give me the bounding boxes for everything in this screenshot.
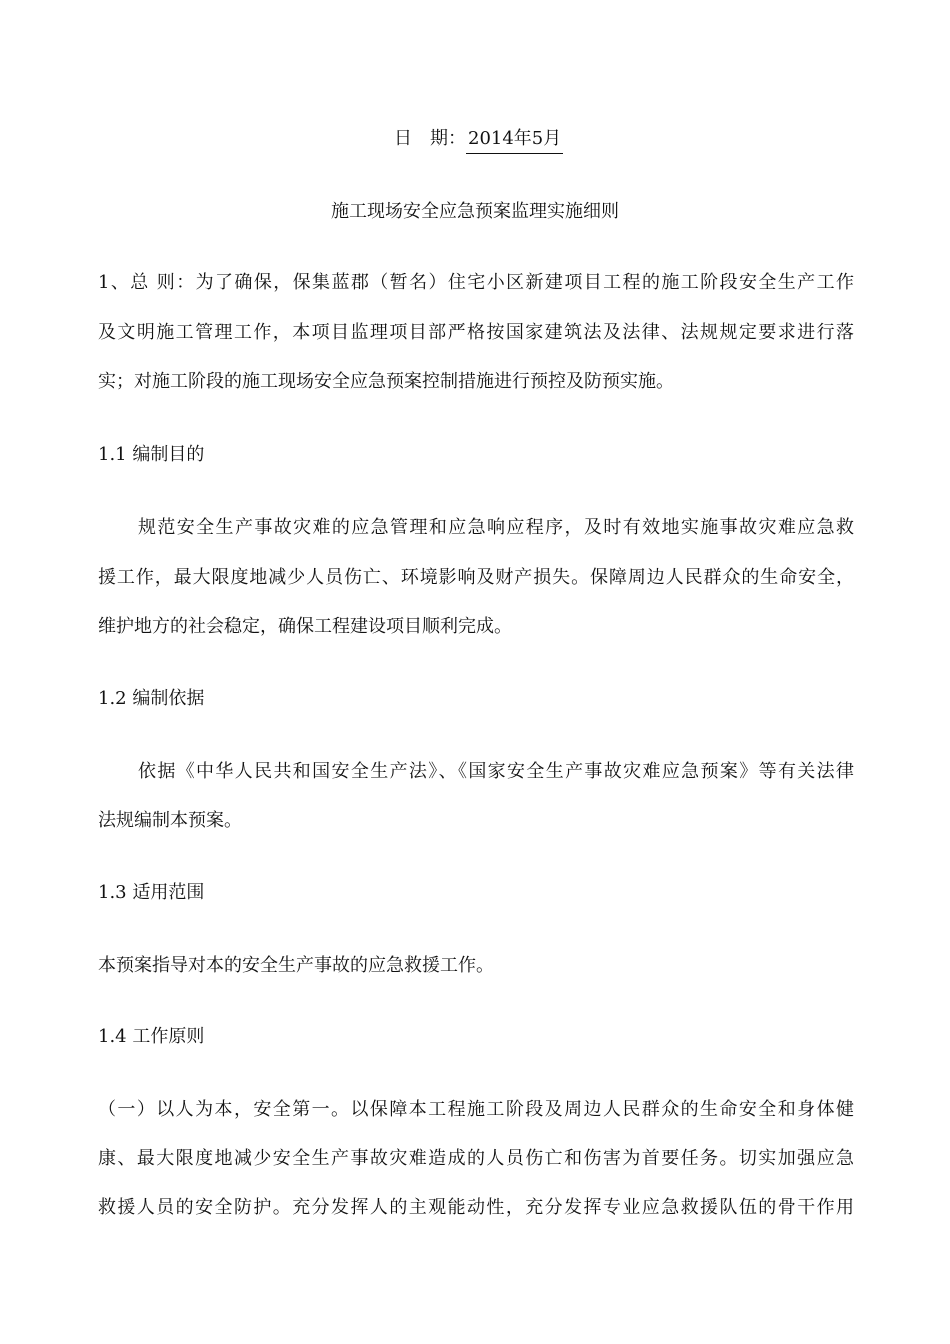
section-1-3-line-1: 本预案指导对本的安全生产事故的应急救援工作。 <box>98 955 494 976</box>
section-1-3-heading: 1.3 适用范围 <box>98 882 205 903</box>
section-1-1-line-1: 规范安全生产事故灾难的应急管理和应急响应程序，及时有效地实施事故灾难应急救 <box>138 517 854 538</box>
general-line-3: 实；对施工阶段的施工现场安全应急预案控制措施进行预控及防预实施。 <box>98 371 674 392</box>
section-1-1-heading: 1.1 编制目的 <box>98 444 205 465</box>
date-label: 日 期： <box>394 128 466 149</box>
section-1-1-line-3: 维护地方的社会稳定，确保工程建设项目顺利完成。 <box>98 616 512 637</box>
section-1-4-line-3: 救援人员的安全防护。充分发挥人的主观能动性，充分发挥专业应急救援队伍的骨干作用 <box>98 1197 854 1218</box>
date-line <box>394 127 563 154</box>
section-1-2-heading: 1.2 编制依据 <box>98 688 205 709</box>
date-value: 2014年5月 <box>466 127 563 154</box>
general-line-2: 及文明施工管理工作，本项目监理项目部严格按国家建筑法及法律、法规规定要求进行落 <box>98 322 854 343</box>
section-1-4-line-1: （一）以人为本，安全第一。以保障本工程施工阶段及周边人民群众的生命安全和身体健 <box>98 1099 854 1120</box>
document-title: 施工现场安全应急预案监理实施细则 <box>331 201 619 222</box>
section-1-2-line-1: 依据《中华人民共和国安全生产法》、《国家安全生产事故灾难应急预案》等有关法律 <box>138 761 854 782</box>
section-1-4-heading: 1.4 工作原则 <box>98 1026 205 1047</box>
section-1-1-line-2: 援工作，最大限度地减少人员伤亡、环境影响及财产损失。保障周边人民群众的生命安全， <box>98 567 854 588</box>
general-line-1: 1、总 则：为了确保，保集蓝郡（暂名）住宅小区新建项目工程的施工阶段安全生产工作 <box>98 272 854 293</box>
section-1-2-line-2: 法规编制本预案。 <box>98 810 242 831</box>
section-1-4-line-2: 康、最大限度地减少安全生产事故灾难造成的人员伤亡和伤害为首要任务。切实加强应急 <box>98 1148 854 1169</box>
